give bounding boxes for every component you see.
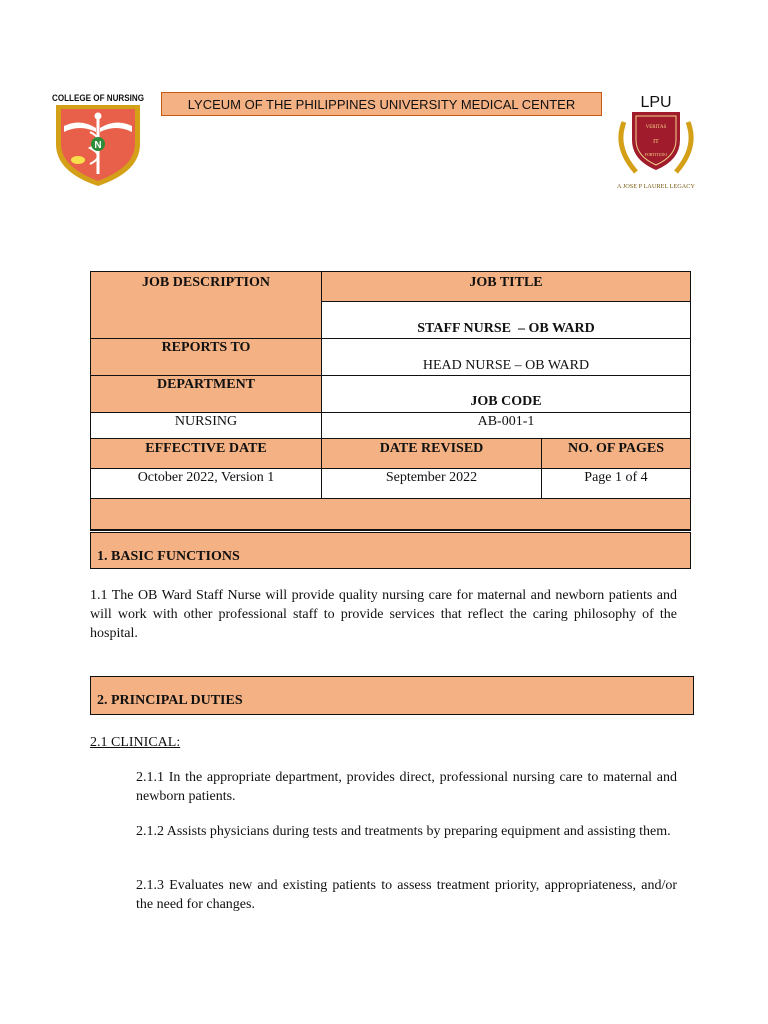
department-label-cell (90, 375, 322, 413)
svg-text:FORTITUDO: FORTITUDO (644, 152, 668, 157)
department-value-cell (90, 412, 322, 439)
job-description-label: JOB DESCRIPTION (142, 275, 270, 290)
basic-functions-paragraph: 1.1 The OB Ward Staff Nurse will provide quality nursing care for maternal and newborn patients and will work with other professional staff to provide services that reflect the caring philosophy of the hospital. (90, 588, 677, 641)
college-of-nursing-caption: COLLEGE OF NURSING (52, 93, 144, 103)
department-value: NURSING (174, 414, 238, 429)
job-title-value-cell (321, 301, 691, 339)
date-revised-label: DATE REVISED (379, 441, 484, 456)
reports-to-value-cell (321, 338, 691, 376)
job-description-label-cell (90, 271, 322, 339)
department-label: DEPARTMENT (156, 377, 256, 392)
lpu-caption: LPU (640, 94, 672, 111)
principal-duties-heading (90, 676, 694, 715)
no-of-pages-value-cell (541, 468, 691, 499)
no-of-pages-value: Page 1 of 4 (584, 470, 648, 485)
date-revised-value-cell (321, 468, 542, 499)
job-title-label-cell (321, 271, 691, 302)
job-code-label-cell (321, 375, 691, 413)
no-of-pages-label: NO. OF PAGES (567, 441, 665, 456)
hospital-name-banner: LYCEUM OF THE PHILIPPINES UNIVERSITY MEDICAL CENTER (161, 92, 602, 116)
effective-date-label: EFFECTIVE DATE (145, 441, 267, 456)
svg-text:VERITAS: VERITAS (645, 125, 667, 130)
job-title-value: STAFF NURSE – OB WARD (417, 321, 595, 336)
svg-text:IT: IT (653, 139, 659, 145)
reports-to-label-cell (90, 338, 322, 376)
effective-date-value: October 2022, Version 1 (137, 470, 275, 485)
duty-item: 2.1.2 Assists physicians during tests and treatments by preparing equipment and assisting them. (136, 824, 671, 839)
duty-item: 2.1.3 Evaluates new and existing patients to assess treatment priority, appropriateness, and/or the need for changes. (136, 878, 677, 912)
clinical-subheading: 2.1 CLINICAL: (90, 735, 181, 750)
job-code-value: AB-001-1 (477, 414, 535, 429)
principal-duties-heading-text: 2. PRINCIPAL DUTIES (97, 693, 243, 708)
svg-text:N: N (94, 140, 102, 151)
no-of-pages-label-cell (541, 438, 691, 469)
date-revised-value: September 2022 (385, 470, 478, 485)
job-title-label: JOB TITLE (469, 275, 543, 290)
lpu-motto: A JOSE P LAUREL LEGACY (617, 184, 696, 190)
duty-item: 2.1.1 In the appropriate department, provides direct, professional nursing care to maternal and newborn patients. (136, 770, 677, 804)
table-spacer-row (90, 498, 691, 531)
lpu-logo (606, 92, 706, 194)
job-code-label: JOB CODE (470, 394, 542, 409)
effective-date-label-cell (90, 438, 322, 469)
college-of-nursing-logo (50, 92, 146, 188)
job-code-value-cell (321, 412, 691, 439)
date-revised-label-cell (321, 438, 542, 469)
reports-to-value: HEAD NURSE – OB WARD (422, 358, 590, 373)
basic-functions-heading-text: 1. BASIC FUNCTIONS (97, 549, 240, 564)
reports-to-label: REPORTS TO (161, 340, 251, 355)
basic-functions-heading (90, 532, 691, 569)
effective-date-value-cell (90, 468, 322, 499)
